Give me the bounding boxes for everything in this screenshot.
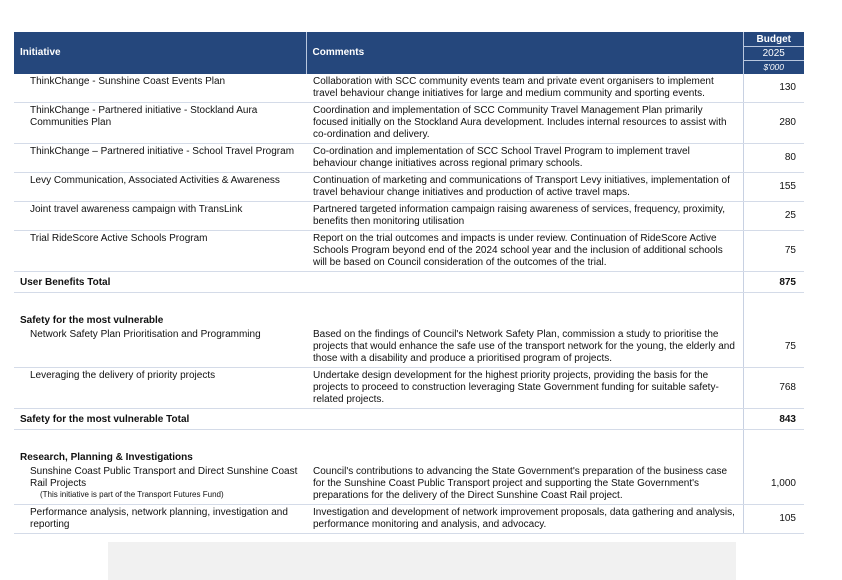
total-value: 843 (743, 409, 804, 430)
total-label: User Benefits Total (14, 272, 306, 293)
total-row (14, 272, 804, 293)
comment-cell: Collaboration with SCC community events team and private event organisers to implement travel behaviour change initiatives for large and medium community and sporting events. (306, 74, 743, 103)
section-spacer (306, 430, 743, 465)
comment-cell: Continuation of marketing and communications of Transport Levy initiatives, implementation of travel behaviour change initiatives and production of active travel maps. (306, 173, 743, 202)
comment-cell: Based on the findings of Council's Network Safety Plan, commission a study to prioritise the projects that would enhance the safe use of the transport network for the young, the elderly and those with a disability and produce a prioritised program of projects. (306, 327, 743, 368)
comment-cell: Partnered targeted information campaign raising awareness of services, frequency, proximity, benefits then monitoring utilisation (306, 202, 743, 231)
table-row (14, 202, 804, 231)
budget-cell: 155 (743, 173, 804, 202)
section-heading: Research, Planning & Investigations (20, 452, 193, 463)
budget-cell: 25 (743, 202, 804, 231)
budget-cell: 80 (743, 144, 804, 173)
header-budget-label: Budget (744, 33, 805, 47)
total-spacer (306, 409, 743, 430)
initiative-cell (14, 464, 306, 505)
section-value-spacer (743, 293, 804, 328)
table-row (14, 103, 804, 144)
table-row (14, 74, 804, 103)
total-row (14, 409, 804, 430)
comment-cell: Investigation and development of network improvement proposals, data gathering and analysis, performance monitoring and analysis, and advocacy. (306, 505, 743, 534)
section-heading-row (14, 293, 804, 328)
initiative-cell: ThinkChange - Partnered initiative - Stockland Aura Communities Plan (14, 103, 306, 144)
initiative-cell: ThinkChange – Partnered initiative - School Travel Program (14, 144, 306, 173)
header-row (14, 32, 804, 74)
comment-cell: Co-ordination and implementation of SCC School Travel Program to implement travel behaviour change initiatives across regional primary schools. (306, 144, 743, 173)
section-value-spacer (743, 430, 804, 465)
table-row (14, 173, 804, 202)
initiative-text: Sunshine Coast Public Transport and Direct Sunshine Coast Rail Projects (30, 466, 298, 489)
initiative-cell: Leveraging the delivery of priority projects (14, 368, 306, 409)
initiative-cell: ThinkChange - Sunshine Coast Events Plan (14, 74, 306, 103)
budget-cell: 280 (743, 103, 804, 144)
comment-cell: Report on the trial outcomes and impacts is under review. Continuation of RideScore Active Schools Program beyond end of the 2024 school year and the inclusion of additional schools will be based on Council consideration of the outcomes of the trial. (306, 231, 743, 272)
table-row (14, 464, 804, 505)
total-value: 875 (743, 272, 804, 293)
header-budget (743, 32, 804, 74)
section-spacer (306, 293, 743, 328)
comment-cell: Coordination and implementation of SCC Community Travel Management Plan primarily focused initially on the Stockland Aura development. Includes internal resources to assist with co-ordination and delivery. (306, 103, 743, 144)
header-comments: Comments (306, 32, 743, 74)
total-label: Safety for the most vulnerable Total (14, 409, 306, 430)
header-year: 2025 (744, 47, 805, 61)
initiative-cell: Network Safety Plan Prioritisation and Programming (14, 327, 306, 368)
total-spacer (306, 272, 743, 293)
initiative-cell: Levy Communication, Associated Activities & Awareness (14, 173, 306, 202)
bottom-shadow-panel (108, 542, 736, 580)
table-row (14, 231, 804, 272)
budget-cell: 768 (743, 368, 804, 409)
table-row (14, 327, 804, 368)
section-heading-row (14, 430, 804, 465)
budget-cell: 105 (743, 505, 804, 534)
table-row (14, 505, 804, 534)
comment-cell: Council's contributions to advancing the State Government's preparation of the business case for the Sunshine Coast Public Transport project and supporting the State Government's preparations for the delivery of the Direct Sunshine Coast Rail project. (306, 464, 743, 505)
initiative-note: (This initiative is part of the Transport Futures Fund) (40, 490, 224, 499)
initiative-cell: Trial RideScore Active Schools Program (14, 231, 306, 272)
budget-cell: 130 (743, 74, 804, 103)
budget-cell: 1,000 (743, 464, 804, 505)
table-row (14, 144, 804, 173)
header-initiative: Initiative (14, 32, 306, 74)
initiative-cell: Joint travel awareness campaign with TransLink (14, 202, 306, 231)
budget-cell: 75 (743, 231, 804, 272)
table-row (14, 368, 804, 409)
budget-cell: 75 (743, 327, 804, 368)
section-heading: Safety for the most vulnerable (20, 315, 164, 326)
budget-table (14, 32, 804, 534)
header-unit: $'000 (763, 61, 785, 72)
comment-cell: Undertake design development for the highest priority projects, providing the basis for the projects to proceed to construction leveraging State Government funding for suitable safety-related projects. (306, 368, 743, 409)
initiative-cell: Performance analysis, network planning, investigation and reporting (14, 505, 306, 534)
